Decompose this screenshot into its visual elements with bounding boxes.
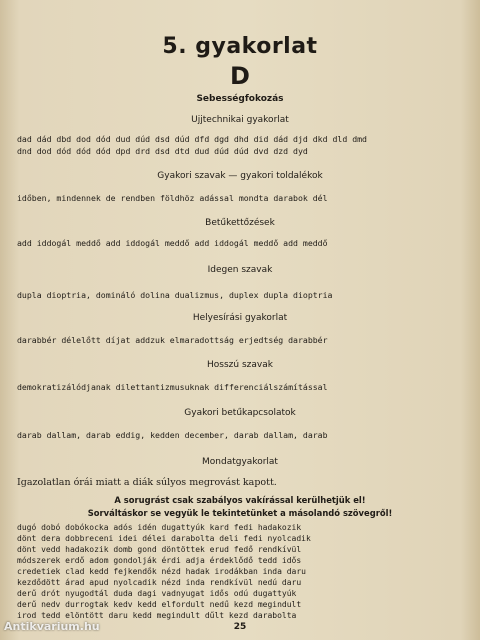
watermark: Antikvarium.hu [4,620,100,633]
section-heading: Betűkettőzések [205,218,275,228]
word-block-line: dönt vedd hadakozik domb gond döntöttek erud fedő rendkívül [17,545,302,554]
section-heading: Mondatgyakorlat [202,457,278,467]
word-block-line: credetiek clad kedd fejkendők nézd hadak irodákban inda daru [17,567,306,576]
page-number: 25 [233,622,247,632]
section-heading: Helyesírási gyakorlat [192,313,288,323]
page-title: 5. gyakorlat [162,34,318,59]
sentence-line: Igazolatlan órái miatt a diák súlyos megrovást kapott. [17,477,277,488]
word-block-line: irod tedd elöntött daru kedd megindult dűlt kezd darabolta [17,611,297,620]
exercise-line: darabbér délelőtt díjat addzuk elmaradottság erjedtség darabbér [17,335,328,345]
exercise-line: időben, mindennek de rendben földhöz adással mondta darabok dél [17,193,328,203]
section-heading: Ujjtechnikai gyakorlat [191,115,289,125]
section-main-heading: Sebességfokozás [196,94,284,104]
word-block-line: derű drót nyugodtál duda dagi vadnyugat idős odú dugattyúk [17,589,297,598]
word-block-line: módszerek erdő adom gondolják érdi adja érdeklődő tedd idős [17,556,302,565]
word-block-line: dugó dobó dobókocka adós idén dugattyúk kard fedi hadakozik [17,523,302,532]
section-heading: Hosszú szavak [207,360,273,370]
exercise-line: dupla dioptria, domináló dolina dualizmus, duplex dupla dioptria [17,290,333,300]
section-heading: Idegen szavak [207,265,273,275]
word-block-line: derű nedv durrogtak kedv kedd elfordult nedű kezd megindult [17,600,302,609]
exercise-line: add iddogál meddő add iddogál meddő add iddogál meddő add meddő [17,238,328,248]
letter-heading: D [230,62,250,90]
section-heading: Gyakori szavak — gyakori toldalékok [157,171,323,181]
word-block-line: kezdődött árad apud nyolcadik nézd inda rendkívül nedú daru [17,578,302,587]
exercise-line: dnd dod dód dód dód dpd drd dsd dtd dud dúd dúd dvd dzd dyd [17,146,308,156]
section-heading: Gyakori betűkapcsolatok [184,408,296,418]
exercise-line: darab dallam, darab eddig, kedden december, darab dallam, darab [17,430,328,440]
exercise-line: dad dád dbd dod dód dud dúd dsd dúd dfd dgd dhd did dád djd dkd dld dmd [17,134,367,144]
rule-text: Sorváltáskor se vegyük le tekintetünket a másolandó szövegről! [87,508,393,518]
word-block-line: dönt dera dobbreceni idei délei darabolta deli fedi nyolcadik [17,534,311,543]
rule-text: A sorugrást csak szabályos vakírással kerülhetjük el! [114,495,366,505]
exercise-line: demokratizálódjanak dilettantizmusuknak differenciálszámítással [17,382,328,392]
